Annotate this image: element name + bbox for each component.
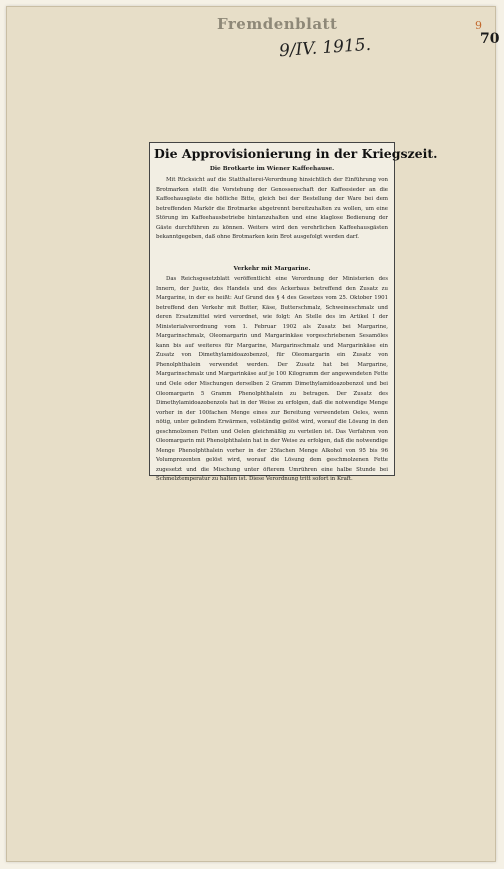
section-title-bread-card: Die Brotkarte im Wiener Kaffeehause.	[209, 166, 335, 172]
section-text-margarine: Das Reichsgesetzblatt veröffentlicht eine Verordnung der Ministerien des Innern, der Justiz, des Handels und des Ackerbaus betreffend den Zusatz zu Margarine, in der es heißt: Auf Grund des § 4 des Gesetzes vom 25. Oktober 1901 betreffend den Verkehr mit Butter, Käse, Butterschmalz, Schweineschmalz und deren Ersatzmittel wird verordnet, wie folgt: An Stelle des im Artikel I der Ministerialverordnung vom 1. Februar 1902 als Zusatz bei Margarine, Margarinschmalz, Oleomargarin und Margarinkäse vorgeschriebenen Sesamöles kann bis auf weiteres für Margarine, Margarinschmalz und Margarinkäse ein Zusatz von Dimethylamidoazobenzol, für Oleomargarin ein Zusatz von Phenolphthalein verwendet werden. Der Zusatz hat bei Margarine, Margarinschmalz und Margarinkäse auf je 100 Kilogramm der angewendeten Fette und Oele oder Mischungen derselben 2 Gramm Dimethylamidoazobenzol und bei Oleomargarin 5 Gramm Phenolphthalein zu betragen. Der Zusatz des Dimethylamidoazobenzols hat in der Weise zu erfolgen, daß die notwendige Menge vorher in der 100fachen Menge eines zur Bereitung verwendeten Oeles, wenn nötig, unter gelindem Erwärmen, vollständig gelöst wird, worauf die Lösung in den geschmolzenen Fetten und Oelen gleichmäßig zu verteilen ist. Das Verfahren von Oleomargarin mit Phenolphthalein hat in der Weise zu erfolgen, daß die notwendige Menge Phenolphthalein vorher in der 25fachen Menge Alkohol von 95 bis 96 Volumprozenten gelöst wird, worauf die Lösung dem geschmolzenen Fette zugesetzt und die Mischung unter öfterem Umrühren eine halbe Stunde bei Schmelztemperatur zu halten ist. Diese Verordnung tritt sofort in Kraft.	[156, 276, 388, 483]
folio-number: 70	[480, 31, 500, 47]
article-headline: Die Approvisionierung in der Kriegszeit.	[154, 146, 438, 161]
newspaper-name-stamp: Fremdenblatt	[217, 15, 338, 33]
archive-sheet	[6, 6, 500, 862]
clipping-bottom-rule	[150, 475, 394, 476]
section-text-bread-card: Mit Rücksicht auf die Statthalterei-Verordnung hinsichtlich der Einführung von Brotmarken stellt die Vorstehung der Genossenschaft der Kaffeesieder an die Kaffeehausgäste die höfliche Bitte, gleich bei der Bestellung der Ware bei dem betreffenden Markör die Brotmarke abgetrennt bereitzuhalten zu wollen, um eine Störung im Kaffeehausbetriebe hintanzuhalten und eine klaglose Bedienung der Gäste durchführen zu können. Weiters wird den verehrlichen Kaffeehausgästen bekanntgegeben, daß ohne Brotmarken kein Brot ausgefolgt werden darf.	[156, 177, 388, 241]
folio-number-small: 9	[475, 19, 482, 32]
handwritten-date: 9/IV. 1915.	[278, 34, 372, 62]
clipping-top-rule	[150, 142, 394, 143]
newspaper-clipping	[149, 142, 438, 483]
section-title-margarine: Verkehr mit Margarine.	[233, 266, 311, 272]
